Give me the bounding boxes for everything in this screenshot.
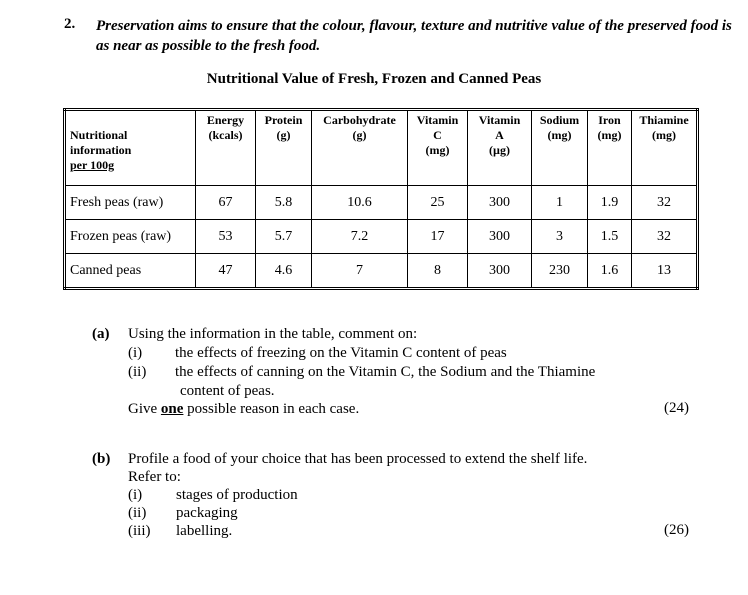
cell-iron: 1.9 [588, 186, 632, 220]
part-b-refer: Refer to: [128, 469, 181, 485]
header-vitamin-a: Vitamin A (µg) [468, 110, 532, 186]
cell-sodium: 3 [532, 220, 588, 254]
cell-vitamin-a: 300 [468, 220, 532, 254]
question-number: 2. [64, 16, 76, 32]
cell-sodium: 230 [532, 254, 588, 289]
cell-iron: 1.5 [588, 220, 632, 254]
part-b-item-num: (ii) [128, 505, 147, 521]
part-b-item-text: labelling. [176, 523, 233, 539]
row-label: Canned peas [65, 254, 196, 289]
part-b-label: (b) [92, 451, 111, 467]
cell-thiamine: 32 [632, 186, 698, 220]
table-row-fresh [65, 186, 698, 220]
header-energy: Energy (kcals) [196, 110, 256, 186]
header-sodium: Sodium (mg) [532, 110, 588, 186]
header-protein: Protein (g) [256, 110, 312, 186]
row-label: Fresh peas (raw) [65, 186, 196, 220]
part-b-stem: Profile a food of your choice that has been processed to extend the shelf life. [128, 451, 588, 467]
cell-vitamin-c: 8 [408, 254, 468, 289]
part-a-stem: Using the information in the table, comment on: [128, 326, 418, 342]
table-header-row [65, 110, 698, 186]
table-title: Nutritional Value of Fresh, Frozen and Canned Peas [206, 71, 542, 87]
part-a-item-text-cont: content of peas. [180, 383, 275, 399]
cell-vitamin-a: 300 [468, 254, 532, 289]
question-intro: Preservation aims to ensure that the colour, flavour, texture and nutritive value of the preserved food is as near as possible to the fresh food. [96, 18, 732, 54]
part-a-item-num: (ii) [128, 364, 147, 380]
row-label: Frozen peas (raw) [65, 220, 196, 254]
cell-energy: 53 [196, 220, 256, 254]
part-a-label: (a) [92, 326, 110, 342]
cell-vitamin-a: 300 [468, 186, 532, 220]
header-iron: Iron (mg) [588, 110, 632, 186]
part-a-item-text: the effects of freezing on the Vitamin C content of peas [175, 345, 507, 361]
cell-carbohydrate: 7.2 [312, 220, 408, 254]
header-thiamine: Thiamine (mg) [632, 110, 698, 186]
nutrition-table [63, 108, 699, 290]
cell-vitamin-c: 17 [408, 220, 468, 254]
part-b-item-text: packaging [176, 505, 238, 521]
cell-protein: 4.6 [256, 254, 312, 289]
part-a-item-text: the effects of canning on the Vitamin C, the Sodium and the Thiamine [175, 364, 596, 380]
cell-protein: 5.8 [256, 186, 312, 220]
cell-energy: 47 [196, 254, 256, 289]
table-row-canned [65, 254, 698, 289]
table-row-frozen [65, 220, 698, 254]
cell-iron: 1.6 [588, 254, 632, 289]
cell-carbohydrate: 7 [312, 254, 408, 289]
cell-carbohydrate: 10.6 [312, 186, 408, 220]
part-a-marks: (24) [664, 400, 689, 416]
cell-vitamin-c: 25 [408, 186, 468, 220]
part-b-marks: (26) [664, 522, 689, 538]
cell-thiamine: 32 [632, 220, 698, 254]
emphasis-one: one [160, 401, 184, 417]
part-b-item-num: (i) [128, 487, 143, 503]
header-carbohydrate: Carbohydrate (g) [312, 110, 408, 186]
cell-thiamine: 13 [632, 254, 698, 289]
part-a-reason: Give one possible reason in each case. [128, 401, 360, 417]
cell-protein: 5.7 [256, 220, 312, 254]
header-vitamin-c: Vitamin C (mg) [408, 110, 468, 186]
cell-sodium: 1 [532, 186, 588, 220]
header-nutritional-info: Nutritional information per 100g [65, 110, 196, 186]
part-b-item-num: (iii) [128, 523, 151, 539]
cell-energy: 67 [196, 186, 256, 220]
part-b-item-text: stages of production [176, 487, 298, 503]
part-a-item-num: (i) [128, 345, 143, 361]
